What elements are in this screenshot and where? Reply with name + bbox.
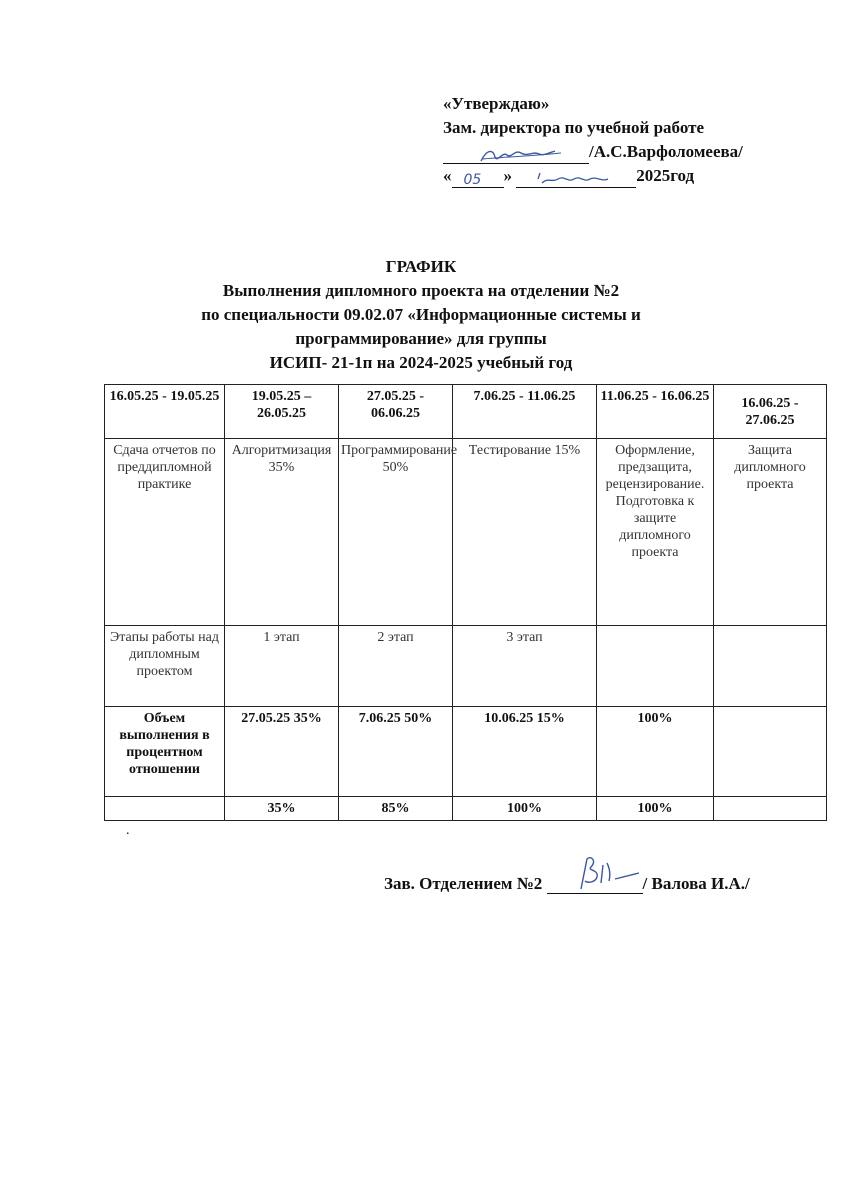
footer-signature-blank [547, 875, 643, 894]
schedule-table [104, 384, 827, 821]
handwritten-month-icon [516, 169, 636, 191]
table-cell: 16.05.25 - 19.05.25 [105, 385, 225, 439]
date-day-blank [452, 169, 504, 188]
table-cell: Этапы работы над дипломным проектом [105, 626, 225, 707]
table-cell: 1 этап [225, 626, 339, 707]
table-cell: 100% [597, 707, 714, 797]
table-cell: Программирование 50% [339, 439, 453, 626]
table-row-tasks [105, 439, 827, 626]
table-cell: 2 этап [339, 626, 453, 707]
handwritten-signature-icon [547, 853, 657, 893]
date-year: 2025год [636, 166, 695, 185]
table-cell: 11.06.25 - 16.06.25 [597, 385, 714, 439]
table-cell: 7.06.25 50% [339, 707, 453, 797]
approval-date-line [443, 164, 843, 188]
stray-dot: . [126, 823, 130, 838]
title-line-3: по специальности 09.02.07 «Информационные системы и [201, 305, 641, 324]
table-row-dates [105, 385, 827, 439]
approval-block [443, 92, 843, 188]
table-cell: 19.05.25 – 26.05.25 [225, 385, 339, 439]
date-quote-open: « [443, 166, 452, 185]
table-cell: 16.06.25 - 27.06.25 [714, 385, 827, 439]
table-cell: Тестирование 15% [453, 439, 597, 626]
title-line-2: Выполнения дипломного проекта на отделении №2 [222, 281, 620, 300]
date-quote-close: » [503, 166, 512, 185]
table-cell: Алгоритмизация 35% [225, 439, 339, 626]
table-cell: Объем выполнения в процентном отношении [105, 707, 225, 797]
title-line-5: ИСИП- 21-1п на 2024-2025 учебный год [269, 353, 573, 372]
approval-signature-line [443, 140, 843, 164]
table-cell: Защита дипломного проекта [714, 439, 827, 626]
approver-name: /А.С.Варфоломеева/ [589, 142, 743, 161]
footer-name: / Валова И.А./ [642, 874, 750, 893]
table-row-volume [105, 707, 827, 797]
table-cell [714, 707, 827, 797]
title-line-4: программирование» для группы [295, 329, 547, 348]
signature-blank [443, 145, 589, 164]
table-cell [714, 626, 827, 707]
table-row-stages [105, 626, 827, 707]
document-title [100, 255, 742, 375]
table-cell: 27.05.25 - 06.06.25 [339, 385, 453, 439]
table-cell: 100% [597, 797, 714, 821]
title-main: ГРАФИК [385, 257, 457, 276]
table-row-cumulative [105, 797, 827, 821]
table-cell: 100% [453, 797, 597, 821]
table-cell [597, 626, 714, 707]
table-cell: 3 этап [453, 626, 597, 707]
table-cell [105, 797, 225, 821]
approval-title: «Утверждаю» [443, 94, 550, 113]
footer-label: Зав. Отделением №2 [384, 874, 543, 893]
table-cell [714, 797, 827, 821]
table-cell: 35% [225, 797, 339, 821]
table-cell: 85% [339, 797, 453, 821]
approval-position: Зам. директора по учебной работе [443, 118, 704, 137]
table-cell: 27.05.25 35% [225, 707, 339, 797]
table-cell: Сдача отчетов по преддипломной практике [105, 439, 225, 626]
date-day: 05 [463, 172, 482, 188]
table-cell: 10.06.25 15% [453, 707, 597, 797]
table-cell: 7.06.25 - 11.06.25 [453, 385, 597, 439]
handwritten-signature-icon [443, 145, 589, 167]
footer-signature [384, 874, 750, 894]
table-cell: Оформление, предзащита, рецензирование. Подготовка к защите дипломного проекта [597, 439, 714, 626]
date-month-blank [516, 169, 636, 188]
